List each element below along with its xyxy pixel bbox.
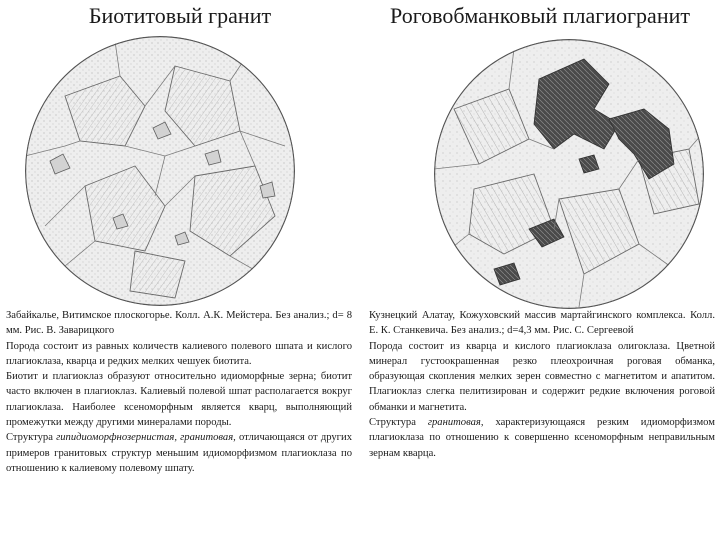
left-thin-section-image: [25, 36, 295, 306]
right-structure-term: гранитовая,: [427, 417, 484, 429]
left-caption: [6, 308, 352, 476]
hornblende-plagiogranite-drawing: [434, 39, 704, 309]
left-caption-paragraph-3: Биотит и плагиоклаз образуют относительно идиоморфные зерна; биотит часто включен в плагиоклаз. Калиевый полевой шпат располагается вокруг плагиоклаза. Наиболее ксеноморфным является кварц, выполняющий промежутки между другими минералами породы.: [6, 371, 352, 429]
left-structure-paragraph: [6, 430, 352, 476]
right-panel: [360, 0, 720, 540]
left-structure-term: гипидиоморфнозернистая, гранитовая,: [56, 432, 236, 444]
left-caption-paragraph-2: Порода состоит из равных количеств калиевого полевого шпата и кислого плагиоклаза, кварца и редких мелких чешуек биотита.: [6, 340, 352, 367]
right-structure-suffix: характеризующаяся резким идиоморфизмом плагиоклаза по отношению к совершенно ксеноморфным неправильным зернам кварца.: [369, 417, 715, 459]
right-structure-prefix: Структура: [369, 417, 428, 429]
right-title: Роговобманковый плагиогранит: [390, 3, 690, 28]
right-thin-section-image: [434, 39, 704, 309]
right-caption-paragraph-1: Кузнецкий Алатау, Кожуховский массив мартайгинского комплекса. Колл. Е. К. Станкевича. Без анализ.; d=4,3 мм. Рис. С. Сергеевой: [369, 310, 715, 337]
right-structure-paragraph: [369, 415, 715, 461]
left-structure-suffix: отличающаяся от других примеров гранитовых структур меньшим идиоморфизмом плагиоклаза по отношению к калиевому полевому шпату.: [6, 432, 352, 474]
biotite-granite-drawing: [25, 36, 295, 306]
left-title: Биотитовый гранит: [88, 3, 272, 28]
right-caption: [369, 308, 715, 461]
left-caption-paragraph-1: Забайкалье, Витимское плоскогорье. Колл. А.К. Мейстера. Без анализ.; d= 8 мм. Рис. В. Заварицкого: [6, 310, 352, 337]
right-caption-paragraph-2: Порода состоит из кварца и кислого плагиоклаза олигоклаза. Цветной минерал густоокрашенная резко плеохроичная роговая обманка, образующая скопления мелких зерен совместно с магнетитом и апатитом. Плагиоклаз слегка пелитизирован и содержит редкие включения роговой обманки и магнетита.: [369, 340, 715, 413]
left-structure-prefix: Структура: [6, 432, 57, 444]
